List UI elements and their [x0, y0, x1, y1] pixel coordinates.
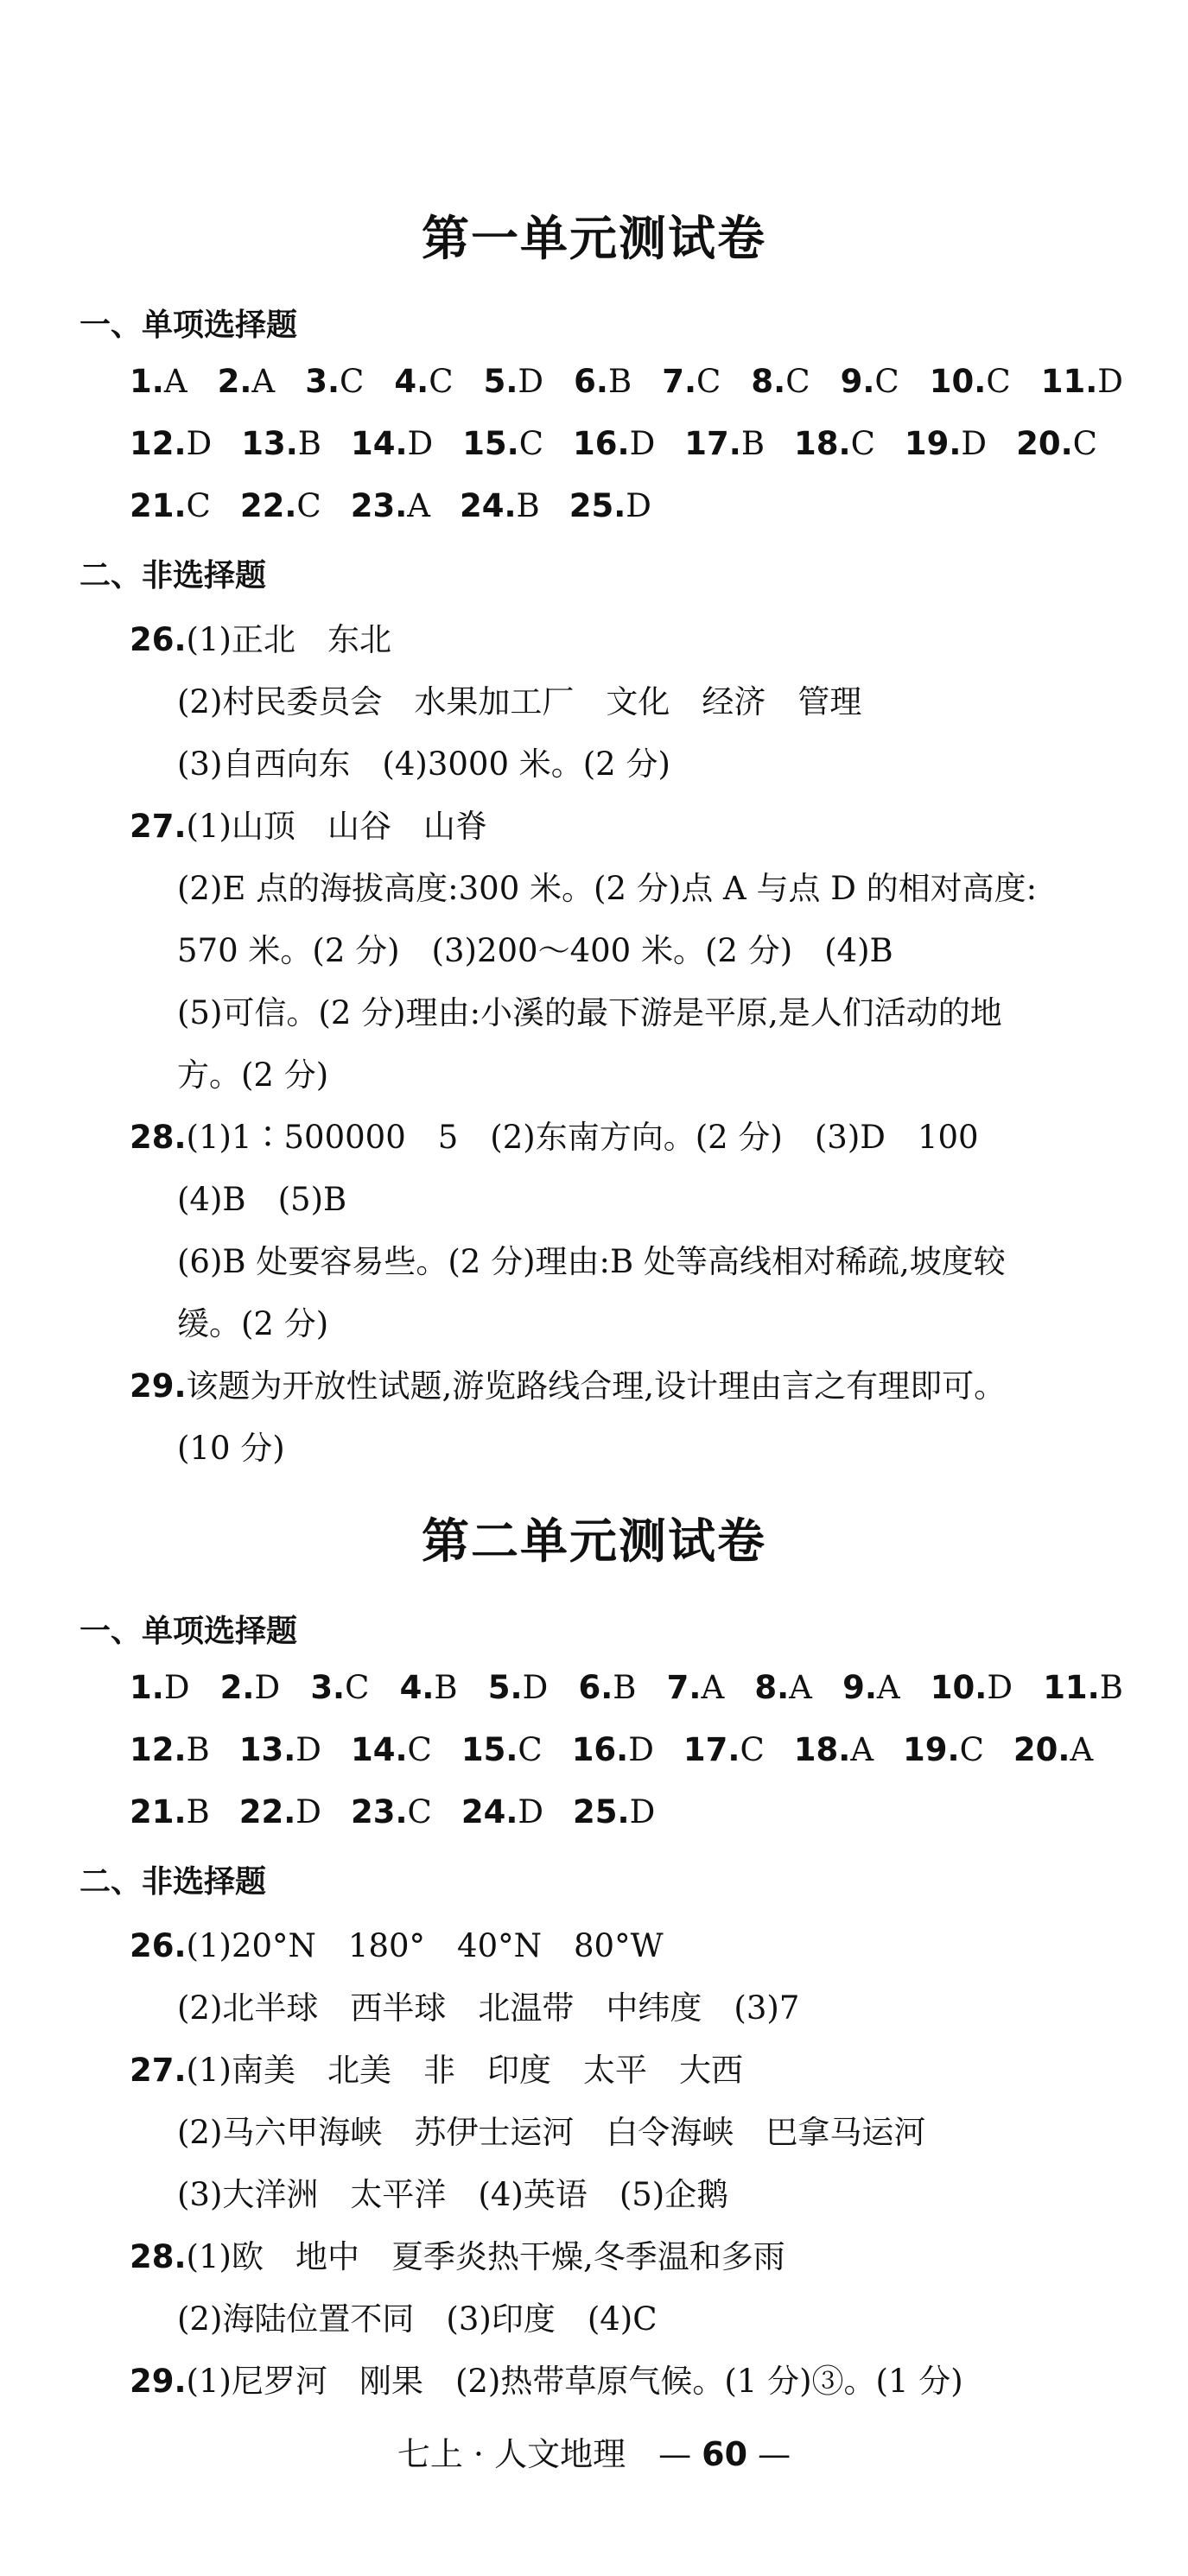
answer-text: (1)山顶 山谷 山脊: [186, 808, 487, 845]
answer-text: (1)南美 北美 非 印度 太平 大西: [186, 2052, 743, 2089]
question-number: 29.: [130, 1367, 187, 1405]
mc-question-number: 10.: [929, 363, 987, 400]
mc-answer-letter: C: [186, 487, 211, 524]
unit1-q27-line-4: (5)可信。(2 分)理由:小溪的最下游是平原,是人们活动的地: [177, 994, 1002, 1031]
unit1-q27-line-3: 570 米。(2 分) (3)200～400 米。(2 分) (4)B: [177, 932, 893, 969]
mc-answer-letter: A: [1070, 1731, 1094, 1768]
mc-question-number: 2.: [219, 1669, 255, 1706]
mc-answer-letter: B: [434, 1669, 458, 1706]
question-number: 27.: [130, 808, 187, 845]
mc-answer-item: [578, 1669, 636, 1706]
mc-answer-letter: A: [701, 1669, 725, 1706]
unit1-q29-line-2: (10 分): [177, 1430, 285, 1467]
mc-answer-letter: C: [1072, 425, 1097, 462]
mc-question-number: 21.: [130, 1793, 187, 1830]
mc-question-number: 16.: [573, 425, 630, 462]
mc-answer-letter: B: [297, 425, 321, 462]
question-number: 27.: [130, 2052, 187, 2089]
footer-dash: —: [758, 2435, 791, 2473]
mc-answer-letter: B: [607, 363, 632, 400]
mc-answer-item: [484, 363, 543, 400]
mc-answer-letter: C: [740, 1731, 765, 1768]
unit2-title: 第二单元测试卷: [421, 1513, 766, 1569]
mc-answer-letter: C: [296, 487, 321, 524]
mc-answer-letter: D: [163, 1669, 190, 1706]
mc-answer-item: [218, 363, 276, 400]
mc-answer-item: [130, 363, 187, 400]
mc-answer-item: [351, 1793, 432, 1830]
mc-answer-letter: B: [1099, 1669, 1123, 1706]
mc-answer-letter: A: [163, 363, 187, 400]
mc-question-number: 5.: [483, 363, 518, 400]
mc-answer-item: [130, 425, 212, 462]
unit1-q28-line-1: [130, 1111, 979, 1158]
mc-question-number: 1.: [130, 363, 164, 400]
mc-answer-item: [794, 425, 875, 462]
mc-question-number: 9.: [842, 1669, 877, 1706]
mc-answer-letter: D: [186, 425, 213, 462]
mc-answer-letter: D: [629, 425, 656, 462]
unit2-section-mc: 一、单项选择题: [79, 1614, 298, 1649]
mc-answer-item: [1041, 363, 1123, 400]
unit1-q28-line-2: (4)B (5)B: [177, 1181, 347, 1218]
mc-answer-item: [794, 1731, 874, 1768]
mc-answer-item: [931, 1669, 1013, 1706]
mc-answer-item: [905, 425, 987, 462]
mc-question-number: 14.: [350, 1731, 408, 1768]
mc-answer-item: [130, 1793, 210, 1830]
mc-answer-letter: C: [345, 1669, 370, 1706]
mc-answer-item: [662, 363, 721, 400]
mc-answer-item: [573, 1793, 655, 1830]
mc-answer-item: [1043, 1669, 1123, 1706]
mc-question-number: 8.: [751, 363, 786, 400]
mc-question-number: 17.: [684, 425, 741, 462]
mc-answer-item: [1016, 425, 1097, 462]
mc-answer-letter: C: [518, 1731, 543, 1768]
mc-question-number: 7.: [662, 363, 697, 400]
mc-question-number: 16.: [571, 1731, 629, 1768]
mc-answer-item: [572, 1731, 654, 1768]
mc-answer-item: [667, 1669, 725, 1706]
mc-answer-letter: A: [251, 363, 276, 400]
unit2-q27-line-2: (2)马六甲海峡 苏伊士运河 白令海峡 巴拿马运河: [177, 2114, 926, 2151]
mc-answer-letter: C: [959, 1731, 984, 1768]
question-number: 26.: [130, 1927, 187, 1964]
mc-question-number: 23.: [350, 487, 408, 524]
mc-question-number: 19.: [904, 425, 962, 462]
unit1-title: 第一单元测试卷: [421, 210, 766, 266]
mc-answer-item: [751, 363, 810, 400]
unit1-q27-line-2: (2)E 点的海拔高度:300 米。(2 分)点 A 与点 D 的相对高度:: [177, 870, 1038, 907]
mc-question-number: 14.: [350, 425, 408, 462]
mc-answer-item: [841, 363, 899, 400]
unit1-q27-line-5: 方。(2 分): [177, 1056, 329, 1094]
mc-answer-item: [310, 1669, 369, 1706]
mc-answer-item: [239, 1793, 321, 1830]
unit1-section-open: 二、非选择题: [79, 558, 267, 593]
mc-question-number: 18.: [793, 1731, 851, 1768]
mc-answer-item: [130, 1669, 189, 1706]
unit1-q26-line-3: (3)自西向东 (4)3000 米。(2 分): [177, 746, 670, 783]
unit1-q26-line-2: (2)村民委员会 水果加工厂 文化 经济 管理: [177, 683, 862, 720]
unit2-mc-row-3: [130, 1793, 655, 1830]
unit1-q26-line-1: [130, 613, 391, 660]
mc-answer-letter: D: [628, 1731, 654, 1768]
mc-question-number: 21.: [130, 487, 187, 524]
mc-answer-letter: D: [254, 1669, 281, 1706]
mc-answer-letter: B: [740, 425, 766, 462]
mc-answer-item: [351, 425, 433, 462]
mc-answer-letter: D: [961, 425, 988, 462]
mc-answer-item: [754, 1669, 812, 1706]
mc-answer-item: [240, 487, 321, 524]
unit1-section-mc: 一、单项选择题: [79, 308, 298, 343]
unit1-mc-row-1: [130, 363, 1123, 400]
mc-answer-letter: C: [340, 363, 365, 400]
mc-question-number: 22.: [239, 487, 297, 524]
mc-question-number: 3.: [310, 1669, 346, 1706]
footer-label: 七上 · 人文地理 —: [397, 2435, 692, 2473]
mc-answer-letter: C: [785, 363, 810, 400]
mc-question-number: 13.: [241, 425, 298, 462]
unit1-q27-line-1: [130, 800, 487, 847]
mc-answer-item: [573, 425, 655, 462]
mc-answer-item: [130, 1731, 210, 1768]
mc-question-number: 15.: [461, 1731, 518, 1768]
mc-answer-letter: B: [516, 487, 540, 524]
unit2-q28-line-1: [130, 2230, 785, 2277]
answer-text: (1)20°N 180° 40°N 80°W: [186, 1927, 664, 1964]
mc-answer-letter: C: [518, 425, 544, 462]
mc-question-number: 6.: [578, 1669, 613, 1706]
mc-answer-letter: D: [522, 1669, 549, 1706]
unit2-section-open: 二、非选择题: [79, 1864, 267, 1900]
mc-answer-letter: D: [1097, 363, 1123, 400]
mc-question-number: 13.: [238, 1731, 296, 1768]
unit1-mc-row-2: [130, 425, 1097, 462]
unit2-q29-line-1: [130, 2355, 963, 2402]
mc-answer-item: [461, 1731, 543, 1768]
mc-question-number: 5.: [487, 1669, 523, 1706]
mc-answer-item: [239, 1731, 321, 1768]
mc-answer-item: [351, 1731, 432, 1768]
mc-answer-letter: A: [876, 1669, 900, 1706]
mc-answer-letter: C: [407, 1731, 432, 1768]
mc-answer-item: [684, 425, 765, 462]
mc-question-number: 10.: [930, 1669, 988, 1706]
answer-text: (1)正北 东北: [186, 621, 391, 658]
unit1-mc-row-3: [130, 487, 651, 524]
mc-answer-item: [351, 487, 430, 524]
mc-answer-item: [1013, 1731, 1093, 1768]
mc-question-number: 12.: [130, 1731, 187, 1768]
mc-answer-letter: D: [626, 487, 651, 524]
mc-answer-letter: B: [613, 1669, 637, 1706]
question-number: 28.: [130, 2238, 187, 2275]
mc-question-number: 20.: [1016, 425, 1073, 462]
mc-question-number: 8.: [754, 1669, 790, 1706]
mc-answer-letter: C: [407, 1793, 432, 1830]
unit2-q27-line-1: [130, 2044, 743, 2091]
mc-question-number: 24.: [461, 1793, 518, 1830]
mc-answer-letter: C: [696, 363, 721, 400]
mc-answer-letter: A: [789, 1669, 812, 1706]
unit1-q29-line-1: [130, 1360, 1006, 1406]
answer-text: (1)尼罗河 刚果 (2)热带草原气候。(1 分)③。(1 分): [186, 2363, 963, 2400]
page-number: 60: [702, 2435, 748, 2473]
mc-answer-letter: C: [986, 363, 1011, 400]
mc-answer-item: [683, 1731, 765, 1768]
mc-answer-item: [400, 1669, 458, 1706]
mc-answer-item: [930, 363, 1011, 400]
mc-question-number: 12.: [130, 425, 187, 462]
mc-question-number: 3.: [305, 363, 340, 400]
mc-answer-letter: D: [407, 425, 434, 462]
mc-answer-letter: B: [186, 1793, 210, 1830]
unit2-q27-line-3: (3)大洋洲 太平洋 (4)英语 (5)企鹅: [177, 2176, 729, 2213]
unit1-q28-line-3: (6)B 处要容易些。(2 分)理由:B 处等高线相对稀疏,坡度较: [177, 1243, 1006, 1280]
unit2-mc-row-1: [130, 1669, 1123, 1706]
mc-answer-letter: D: [295, 1793, 321, 1830]
mc-answer-letter: C: [429, 363, 454, 400]
mc-answer-item: [394, 363, 453, 400]
mc-answer-letter: A: [407, 487, 430, 524]
mc-answer-item: [220, 1669, 280, 1706]
answer-text: 该题为开放性试题,游览路线合理,设计理由言之有理即可。: [186, 1367, 1007, 1405]
mc-answer-item: [460, 487, 540, 524]
mc-answer-letter: D: [295, 1731, 321, 1768]
mc-answer-item: [903, 1731, 984, 1768]
mc-question-number: 18.: [794, 425, 851, 462]
mc-question-number: 9.: [840, 363, 875, 400]
mc-answer-item: [305, 363, 364, 400]
mc-question-number: 23.: [350, 1793, 408, 1830]
mc-answer-item: [488, 1669, 548, 1706]
mc-answer-letter: D: [987, 1669, 1013, 1706]
mc-answer-letter: C: [850, 425, 875, 462]
mc-question-number: 1.: [130, 1669, 164, 1706]
mc-answer-letter: D: [518, 1793, 544, 1830]
mc-answer-item: [842, 1669, 900, 1706]
unit2-q26-line-2: (2)北半球 西半球 北温带 中纬度 (3)7: [177, 1989, 800, 2027]
unit1-q28-line-4: 缓。(2 分): [177, 1305, 329, 1342]
unit2-q26-line-1: [130, 1919, 664, 1966]
unit2-mc-row-2: [130, 1731, 1093, 1768]
mc-answer-item: [569, 487, 651, 524]
mc-question-number: 20.: [1013, 1731, 1070, 1768]
page-footer: [0, 2427, 1188, 2475]
mc-question-number: 11.: [1040, 363, 1098, 400]
mc-question-number: 2.: [217, 363, 252, 400]
mc-answer-item: [130, 487, 211, 524]
unit2-q28-line-2: (2)海陆位置不同 (3)印度 (4)C: [177, 2300, 658, 2338]
mc-answer-letter: A: [850, 1731, 874, 1768]
mc-question-number: 4.: [394, 363, 429, 400]
mc-question-number: 7.: [666, 1669, 702, 1706]
mc-answer-item: [574, 363, 632, 400]
question-number: 29.: [130, 2363, 187, 2400]
mc-question-number: 22.: [238, 1793, 296, 1830]
mc-question-number: 17.: [683, 1731, 740, 1768]
mc-answer-item: [461, 1793, 543, 1830]
question-number: 26.: [130, 621, 187, 658]
mc-answer-item: [241, 425, 321, 462]
mc-question-number: 4.: [399, 1669, 435, 1706]
mc-answer-item: [462, 425, 543, 462]
mc-answer-letter: B: [186, 1731, 210, 1768]
mc-answer-letter: D: [518, 363, 544, 400]
mc-answer-letter: C: [874, 363, 899, 400]
mc-question-number: 19.: [903, 1731, 960, 1768]
mc-question-number: 25.: [573, 1793, 630, 1830]
question-number: 28.: [130, 1119, 187, 1156]
answer-text: (1)1∶500000 5 (2)东南方向。(2 分) (3)D 100: [186, 1119, 979, 1156]
mc-question-number: 11.: [1043, 1669, 1100, 1706]
mc-question-number: 15.: [462, 425, 519, 462]
mc-question-number: 6.: [574, 363, 608, 400]
answer-text: (1)欧 地中 夏季炎热干燥,冬季温和多雨: [186, 2238, 785, 2275]
mc-answer-letter: D: [629, 1793, 656, 1830]
mc-question-number: 25.: [569, 487, 626, 524]
mc-question-number: 24.: [460, 487, 517, 524]
